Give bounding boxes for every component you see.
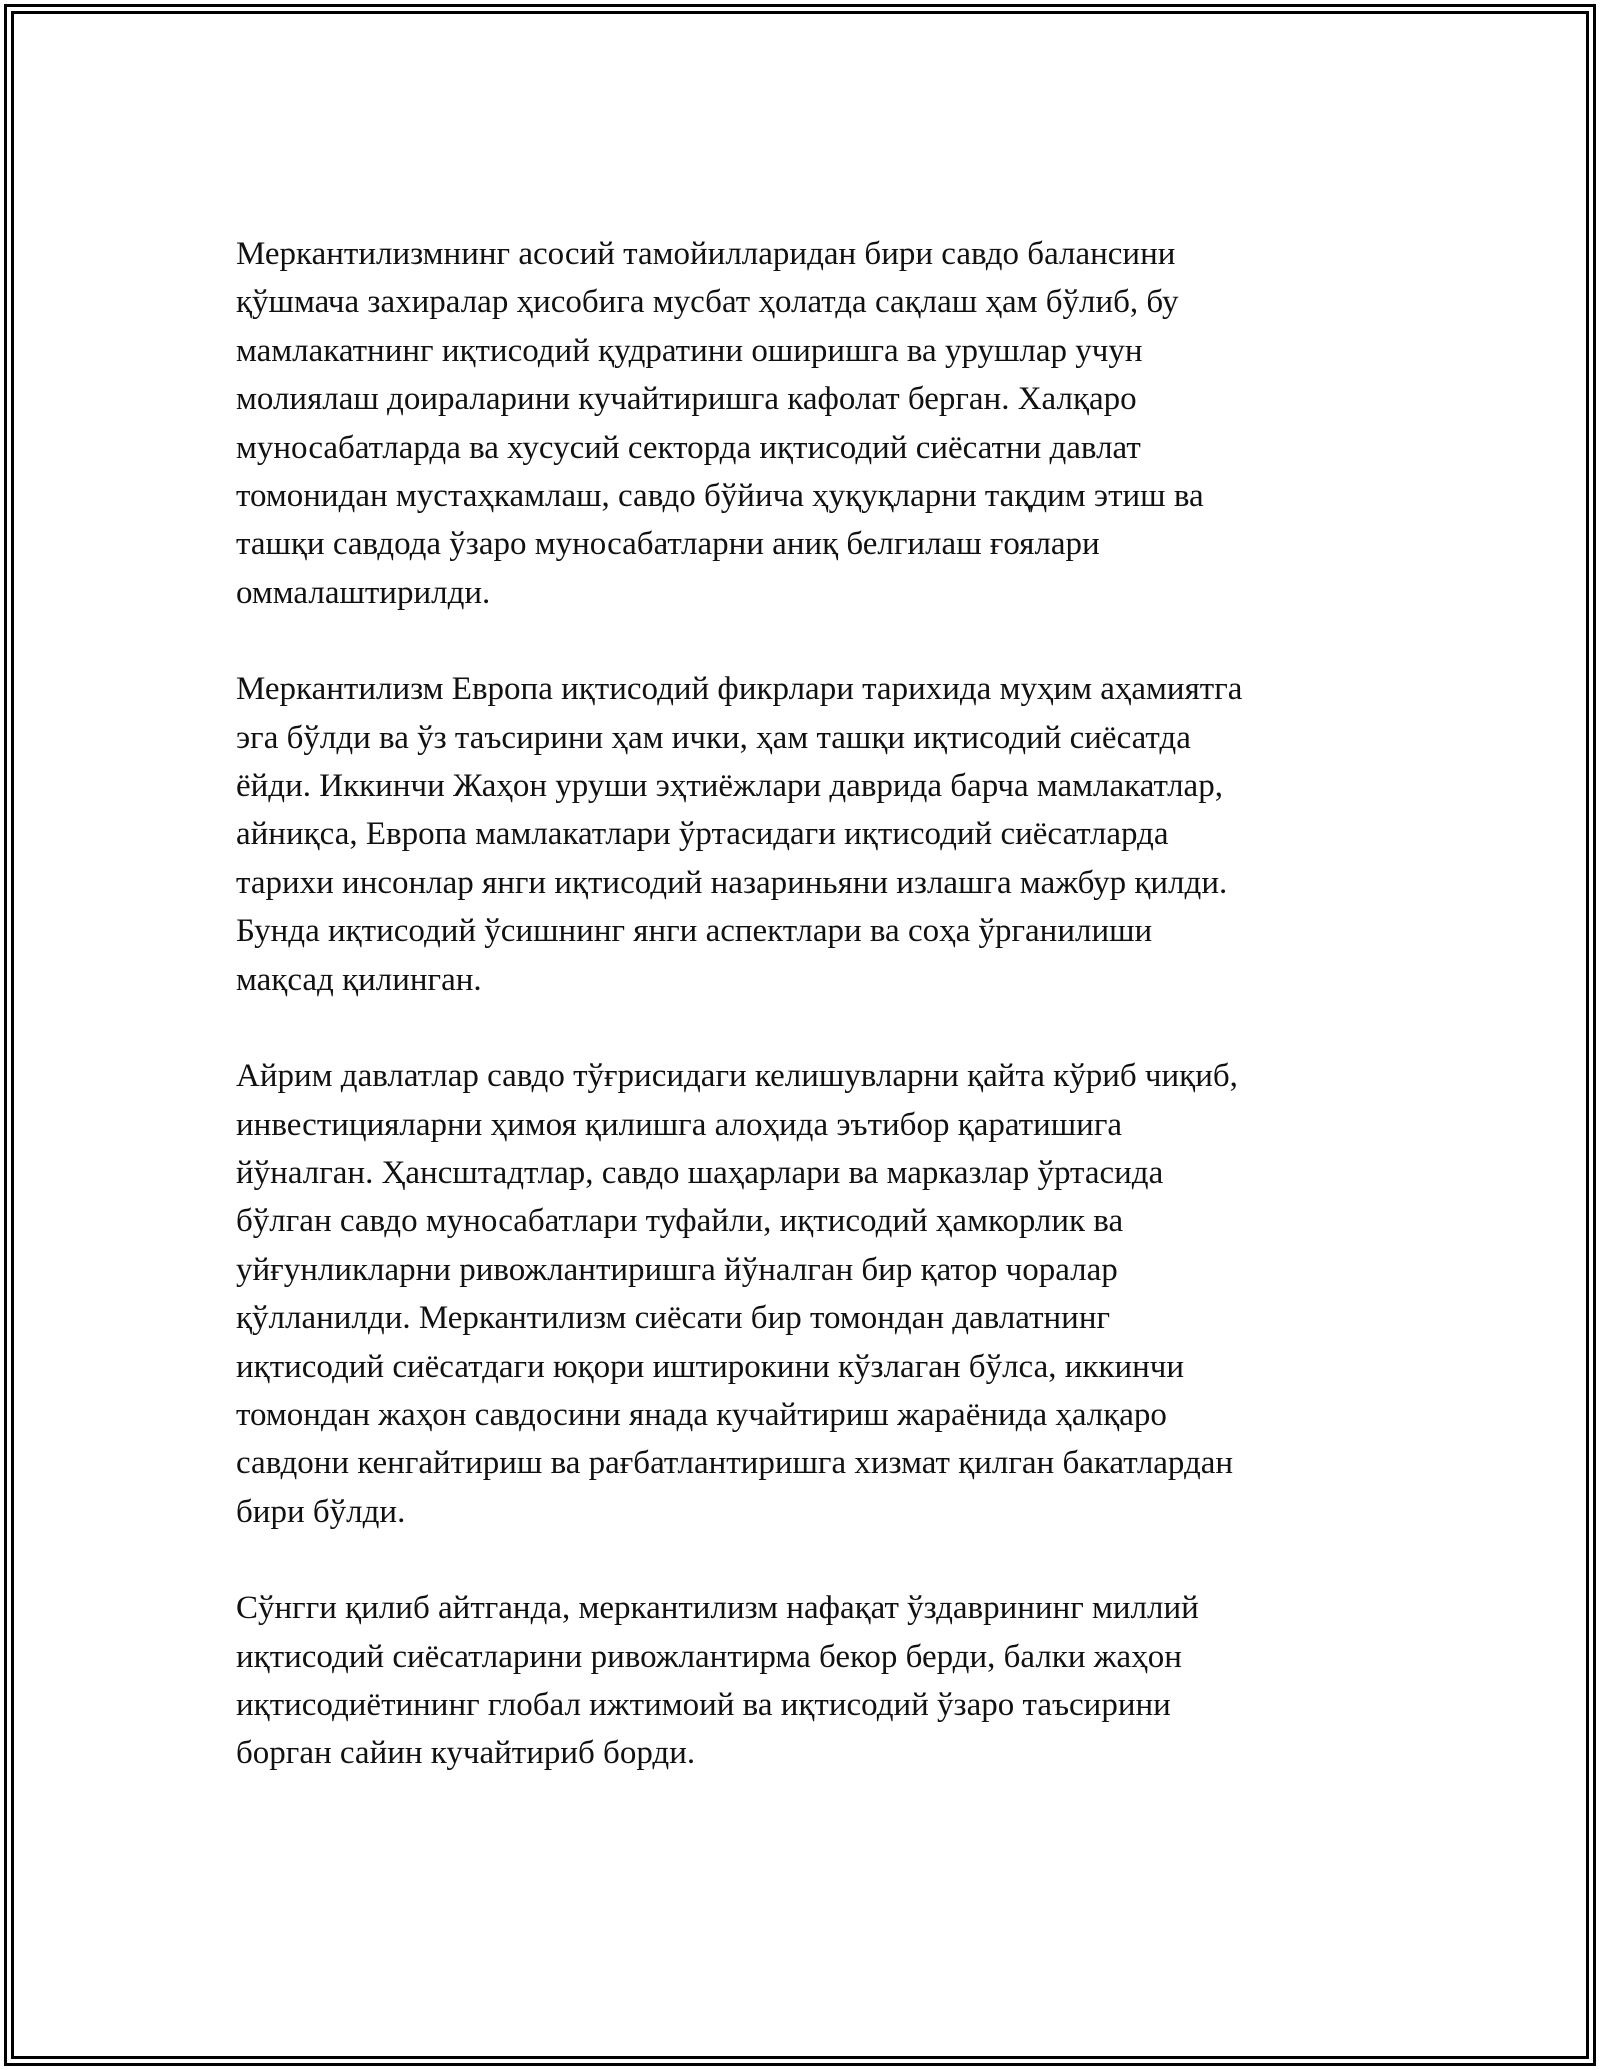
text-line: Сўнгги қилиб айтганда, меркантилизм нафақат ўздаврининг миллий <box>236 1590 1199 1627</box>
text-line: қўлланилди. Меркантилизм сиёсати бир томондан давлатнинг <box>236 1300 1111 1337</box>
text-line: мақсад қилинган. <box>236 961 482 998</box>
text-line: бири бўлди. <box>236 1493 406 1530</box>
text-line: Меркантилизм Европа иқтисодий фикрлари тарихида муҳим аҳамиятга <box>236 671 1243 708</box>
text-line: Айрим давлатлар савдо тўғрисидаги келишувларни қайта кўриб чиқиб, <box>236 1058 1238 1095</box>
text-line: инвестицияларни ҳимоя қилишга алоҳида эътибор қаратишига <box>236 1106 1123 1143</box>
text-line: муносабатларда ва хусусий секторда иқтисодий сиёсатни давлат <box>236 429 1141 466</box>
paragraph-4 <box>236 1584 1376 1778</box>
text-line: борган сайин кучайтириб борди. <box>236 1735 696 1772</box>
text-line: иқтисодиётининг глобал ижтимоий ва иқтисодий ўзаро таъсирини <box>236 1686 1171 1723</box>
text-line: уйғунликларни ривожлантиришга йўналган бир қатор чоралар <box>236 1251 1118 1288</box>
text-line: йўналган. Ҳансштадтлар, савдо шаҳарлари ва марказлар ўртасида <box>236 1154 1164 1191</box>
text-line: қўшмача захиралар ҳисобига мусбат ҳолатда сақлаш ҳам бўлиб, бу <box>236 284 1179 321</box>
text-line: ёйди. Иккинчи Жаҳон уруши эҳтиёжлари даврида барча мамлакатлар, <box>236 768 1223 805</box>
document-body <box>236 230 1376 1778</box>
paragraph-1 <box>236 230 1376 617</box>
text-line: бўлган савдо муносабатлари туфайли, иқтисодий ҳамкорлик ва <box>236 1203 1124 1240</box>
text-line: эга бўлди ва ўз таъсирини ҳам ички, ҳам ташқи иқтисодий сиёсатда <box>236 719 1191 756</box>
text-line: ташқи савдода ўзаро муносабатларни аниқ белгилаш ғоялари <box>236 526 1100 563</box>
text-line: айниқса, Европа мамлакатлари ўртасидаги иқтисодий сиёсатларда <box>236 816 1169 853</box>
text-line: молиялаш доираларини кучайтиришга кафолат берган. Халқаро <box>236 381 1137 418</box>
text-line: тарихи инсонлар янги иқтисодий назариньяни излашга мажбур қилди. <box>236 864 1228 901</box>
text-line: иқтисодий сиёсатларини ривожлантирма бекор берди, балки жаҳон <box>236 1638 1182 1675</box>
text-line: Бунда иқтисодий ўсишнинг янги аспектлари ва соҳа ўрганилиши <box>236 913 1153 950</box>
text-line: иқтисодий сиёсатдаги юқори иштирокини кўзлаган бўлса, иккинчи <box>236 1348 1185 1385</box>
text-line: томондан жаҳон савдосини янада кучайтириш жараёнида ҳалқаро <box>236 1396 1167 1433</box>
paragraph-2 <box>236 665 1376 1004</box>
text-line: савдони кенгайтириш ва рағбатлантиришга хизмат қилган бакатлардан <box>236 1445 1234 1482</box>
text-line: Меркантилизмнинг асосий тамойилларидан бири савдо балансини <box>236 236 1176 272</box>
text-line: оммалаштирилди. <box>236 574 491 611</box>
paragraph-3 <box>236 1052 1376 1536</box>
text-line: томонидан мустаҳкамлаш, савдо бўйича ҳуқуқларни тақдим этиш ва <box>236 478 1204 515</box>
text-line: мамлакатнинг иқтисодий қудратини оширишга ва урушлар учун <box>236 332 1143 369</box>
